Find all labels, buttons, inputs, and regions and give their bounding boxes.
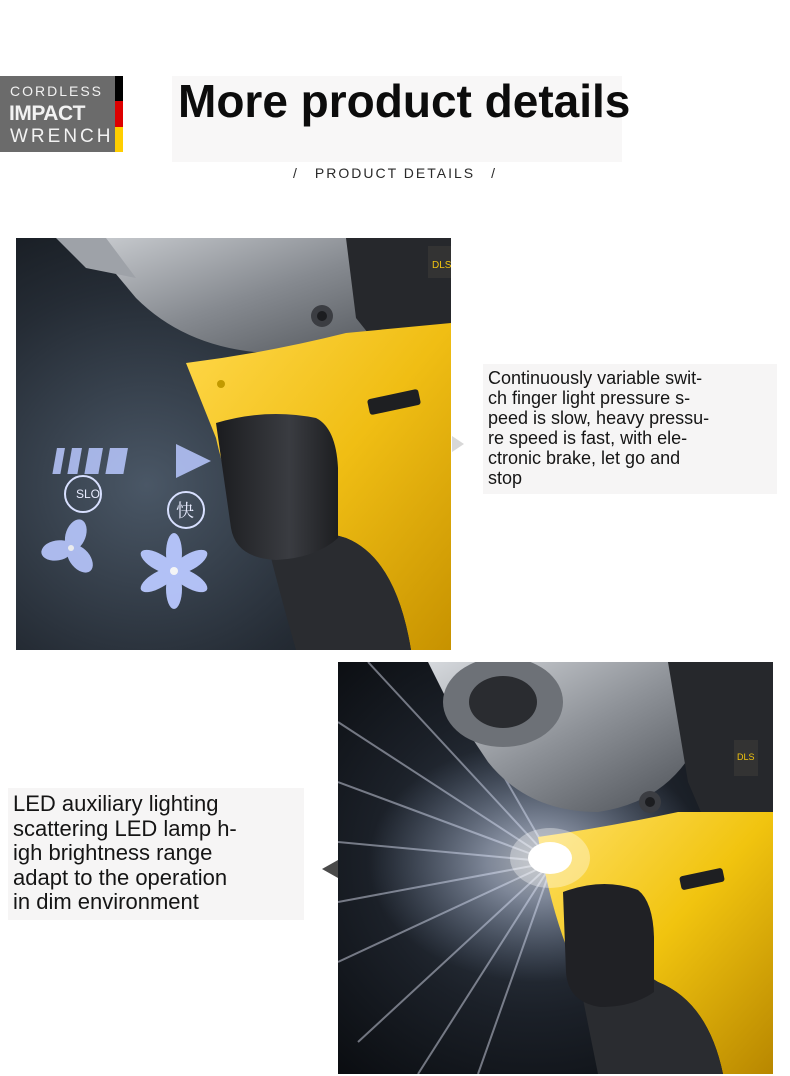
caption-pointer-arrow-icon <box>322 860 338 878</box>
caption-line: re speed is fast, with ele- <box>488 428 688 448</box>
caption-line: Continuously variable swit- <box>488 368 703 388</box>
caption-line: ch finger light pressure s- <box>488 388 691 408</box>
logo-line-impact: IMPACT <box>9 102 85 125</box>
german-flag-icon <box>115 76 123 152</box>
trigger-feature-caption <box>488 368 768 488</box>
caption-line: LED auxiliary lighting <box>13 791 219 816</box>
brand-mark: DLS <box>432 260 451 271</box>
led-light-product-image <box>338 662 773 1074</box>
slow-label: SLO <box>76 487 101 501</box>
brand-mark: DLS <box>737 752 755 762</box>
brand-logo <box>0 76 123 152</box>
caption-line: peed is slow, heavy pressu- <box>488 408 710 428</box>
logo-line-cordless: CORDLESS <box>10 83 104 99</box>
fast-label: 快 <box>176 501 194 522</box>
section-subtitle <box>0 165 790 181</box>
caption-line: igh brightness range <box>13 840 213 865</box>
led-feature-caption <box>13 792 301 915</box>
trigger-product-image <box>16 238 451 650</box>
page-title: More product details <box>178 75 631 127</box>
logo-line-wrench: WRENCH <box>10 126 114 147</box>
subtitle-suffix: / <box>491 165 497 181</box>
caption-line: in dim environment <box>13 889 199 914</box>
caption-line: scattering LED lamp h- <box>13 815 237 841</box>
caption-line: adapt to the operation <box>13 864 228 890</box>
subtitle-text: PRODUCT DETAILS <box>314 165 476 181</box>
caption-pointer-arrow-icon <box>452 436 464 452</box>
caption-line: ctronic brake, let go and <box>488 448 681 468</box>
caption-line: stop <box>488 468 523 488</box>
subtitle-prefix: / <box>293 165 299 181</box>
